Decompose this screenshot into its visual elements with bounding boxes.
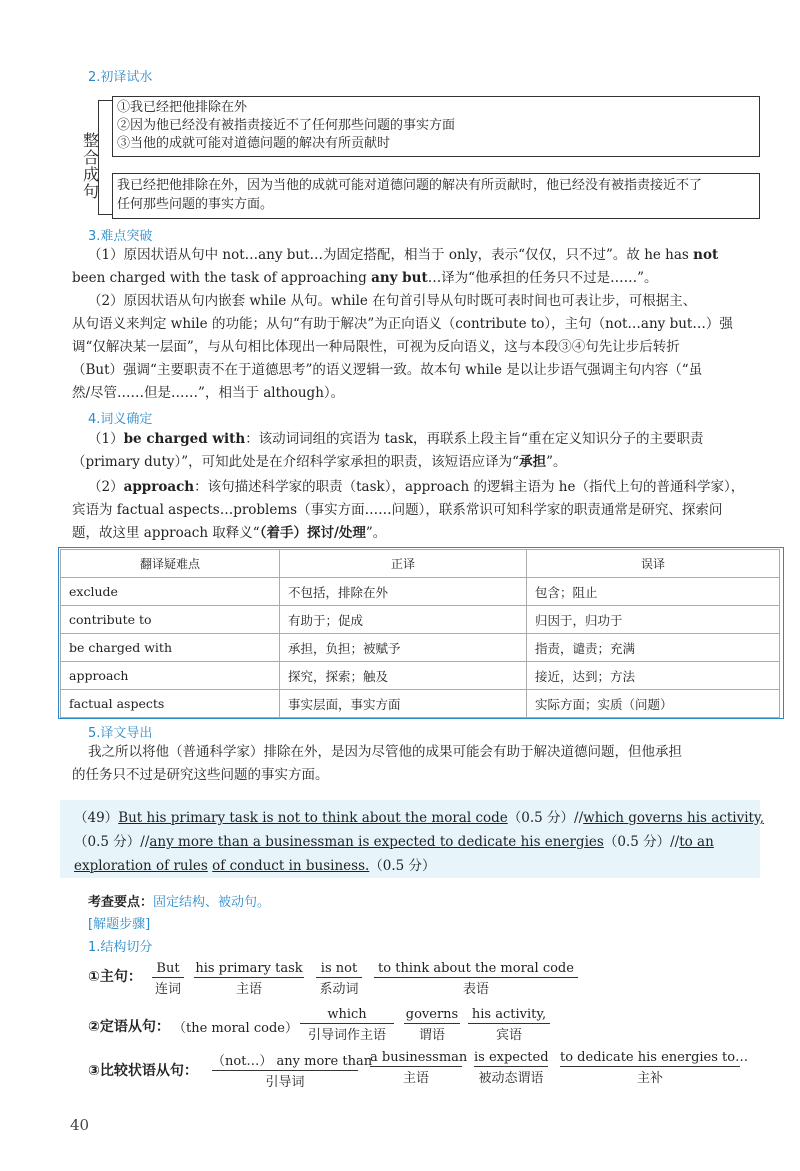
key-points bbox=[88, 891, 270, 910]
segment-role: 引导词 bbox=[265, 1075, 305, 1090]
segment-role: 引导词作主语 bbox=[307, 1028, 386, 1043]
struct-segment bbox=[468, 1007, 550, 1043]
score: （0.5 分） bbox=[603, 834, 671, 850]
question-49 bbox=[74, 806, 765, 878]
text-line: （2）原因状语从句内嵌套 while 从句。while 在句首引导从句时既可表时间也可表让步，可根据主、 bbox=[88, 293, 697, 309]
text-bold: any but bbox=[371, 270, 428, 286]
struct-segment bbox=[194, 961, 304, 997]
struct-segment bbox=[300, 1007, 394, 1043]
text-bold: approach bbox=[123, 479, 195, 495]
segment-role: 连词 bbox=[154, 982, 181, 997]
segment-role: 主补 bbox=[636, 1071, 663, 1086]
segment-4c: of conduct in business. bbox=[212, 858, 370, 874]
label-char: 成 bbox=[83, 165, 100, 184]
text-line: 宾语为 factual aspects…problems（事实方面……问题），联系常识可知科学家的职责通常是研究、探索问 bbox=[72, 502, 723, 518]
steps-label: [解题步骤] bbox=[88, 917, 151, 932]
table-cell: factual aspects bbox=[61, 690, 280, 718]
segment-text: is expected bbox=[474, 1050, 549, 1065]
segment-role: 谓语 bbox=[418, 1028, 445, 1043]
table-row bbox=[61, 606, 780, 634]
text: …译为“他承担的任务只不过是……”。 bbox=[427, 270, 658, 286]
text-line: 然/尽管……但是……”，相当于 although）。 bbox=[72, 385, 345, 401]
text-line: 我之所以将他（普通科学家）排除在外，是因为尽管他的成果可能会有助于解决道德问题，但他承担 bbox=[88, 744, 682, 760]
table-row bbox=[61, 690, 780, 718]
segment-text: his activity, bbox=[468, 1007, 550, 1024]
text-line: 调“仅解决某一层面”，与从句相比体现出一种局限性，可视为反向语义，这与本段③④句先让步后转折 bbox=[72, 339, 680, 355]
header-cell: 翻译疑难点 bbox=[61, 550, 280, 578]
score: （0.5 分） bbox=[507, 810, 575, 826]
segment-role: 宾语 bbox=[495, 1028, 522, 1043]
struct-segment bbox=[404, 1007, 460, 1043]
row3-label: ③比较状语从句： bbox=[88, 1063, 198, 1079]
segment-text: is not bbox=[316, 961, 362, 978]
table-cell: 指责，谴责；充满 bbox=[527, 634, 780, 662]
table-cell: 包含；阻止 bbox=[527, 578, 780, 606]
table-cell: 归因于，归功于 bbox=[527, 606, 780, 634]
key-points-label: 考查要点： bbox=[88, 895, 154, 910]
text: （1）原因状语从句中 not…any but…为固定搭配，相当于 only，表示“仅仅，只不过”。故 he has bbox=[88, 247, 694, 263]
table-header-row bbox=[61, 550, 780, 578]
text: ：该动词词组的宾语为 task，再联系上段主旨“重在定义知识分子的主要职责 bbox=[245, 431, 704, 447]
header-cell: 正译 bbox=[280, 550, 527, 578]
combined-line-1: 我已经把他排除在外，因为当他的成就可能对道德问题的解决有所贡献时，他已经没有被指责接近不了 bbox=[117, 178, 703, 193]
struct-segment bbox=[152, 961, 184, 997]
struct-segment bbox=[370, 1050, 468, 1086]
struct-segment bbox=[560, 1050, 749, 1086]
segment-4a: to an bbox=[679, 834, 714, 850]
label-char: 合 bbox=[83, 148, 100, 167]
draft-item: ③当他的成就可能对道德问题的解决有所贡献时 bbox=[117, 136, 391, 151]
text-line: 从句语义来判定 while 的功能；从句“有助于解决”为正向语义（contribute to），主句（not…any but…）强 bbox=[72, 316, 733, 332]
question-number: （49） bbox=[74, 810, 119, 826]
table-cell: 有助于；促成 bbox=[280, 606, 527, 634]
section-4-heading: 4.词义确定 bbox=[88, 412, 153, 427]
segment-role: 主语 bbox=[402, 1071, 429, 1086]
combined-line-2: 任何那些问题的事实方面。 bbox=[117, 197, 274, 212]
segment-role: 被动态谓语 bbox=[478, 1071, 544, 1086]
draft-item: ②因为他已经没有被指责接近不了任何那些问题的事实方面 bbox=[117, 118, 456, 133]
section-2-heading: 2.初译试水 bbox=[88, 70, 153, 85]
meaning-paragraph-2 bbox=[72, 476, 772, 545]
text: ”。 bbox=[546, 454, 567, 470]
table-cell: 不包括，排除在外 bbox=[280, 578, 527, 606]
text-line: 的任务只不过是研究这些问题的事实方面。 bbox=[72, 767, 329, 783]
separator: // bbox=[574, 810, 584, 826]
difficulty-paragraph-1 bbox=[72, 244, 768, 290]
draft-item: ①我已经把他排除在外 bbox=[117, 100, 248, 115]
row1-label: ①主句： bbox=[88, 969, 142, 985]
score: （0.5 分） bbox=[74, 834, 141, 850]
row2-antecedent: （the moral code） bbox=[173, 1021, 298, 1036]
table-row bbox=[61, 578, 780, 606]
score: （0.5 分） bbox=[369, 858, 436, 874]
table-cell: 实际方面；实质（问题） bbox=[527, 690, 780, 718]
text: （primary duty）”，可知此处是在介绍科学家承担的职责，该短语应译为“ bbox=[72, 454, 520, 470]
text: （2） bbox=[88, 479, 124, 495]
segment-text: his primary task bbox=[195, 961, 303, 976]
table-row bbox=[61, 662, 780, 690]
translation-table bbox=[60, 549, 780, 718]
segment-role: 系动词 bbox=[319, 982, 359, 997]
struct-segment bbox=[374, 961, 578, 997]
table-row bbox=[61, 634, 780, 662]
separator: // bbox=[670, 834, 680, 850]
segment-text: But bbox=[152, 961, 184, 978]
table-cell: 事实层面，事实方面 bbox=[280, 690, 527, 718]
segment-text: which bbox=[300, 1007, 394, 1024]
segment-role: 表语 bbox=[462, 982, 489, 997]
section-5-heading: 5.译文导出 bbox=[88, 726, 153, 741]
bracket bbox=[98, 100, 113, 215]
text-bold: 承担 bbox=[519, 454, 547, 470]
text: ：该句描述科学家的职责（task），approach 的逻辑主语为 he（指代上句的普通科学家）， bbox=[194, 479, 745, 495]
label-char: 句 bbox=[83, 182, 100, 201]
label-char: 整 bbox=[83, 131, 100, 150]
segment-text: to think about the moral code bbox=[374, 961, 578, 978]
section-3-heading: 3.难点突破 bbox=[88, 229, 153, 244]
meaning-paragraph-1 bbox=[72, 428, 772, 474]
text: ”。 bbox=[365, 525, 387, 541]
struct-segment bbox=[474, 1050, 548, 1086]
segment-1: But his primary task is not to think about the moral code bbox=[118, 810, 508, 826]
draft-items-box bbox=[112, 96, 760, 157]
text: 题，故这里 approach 取释义“ bbox=[72, 525, 260, 541]
segment-text: to dedicate his energies to… bbox=[560, 1050, 749, 1065]
header-cell: 误译 bbox=[527, 550, 780, 578]
text-bold: not bbox=[693, 247, 719, 263]
structure-heading: 1.结构切分 bbox=[88, 940, 153, 955]
struct-segment bbox=[316, 961, 362, 997]
row2-label: ②定语从句： bbox=[88, 1019, 170, 1035]
table-cell: 接近，达到；方法 bbox=[527, 662, 780, 690]
combined-sentence-box bbox=[112, 173, 760, 219]
segment-text: a businessman bbox=[370, 1050, 468, 1065]
text-line: （But）强调“主要职责不在于道德思考”的语义逻辑一致。故本句 while 是以让步语气强调主句内容（“虽 bbox=[72, 362, 703, 378]
segment-2: which governs his activity, bbox=[583, 810, 765, 826]
segment-text: （not…） any more than bbox=[212, 1050, 358, 1071]
table-cell: approach bbox=[61, 662, 280, 690]
segment-4b: exploration of rules bbox=[74, 858, 208, 874]
text-bold: （着手）探讨/处理 bbox=[259, 525, 366, 541]
text: been charged with the task of approaching bbox=[72, 270, 372, 286]
text: （1） bbox=[88, 431, 124, 447]
table-cell: 探究，探索；触及 bbox=[280, 662, 527, 690]
vertical-label bbox=[83, 132, 99, 200]
table-cell: be charged with bbox=[61, 634, 280, 662]
table-cell: exclude bbox=[61, 578, 280, 606]
struct-segment bbox=[212, 1050, 373, 1090]
table-cell: contribute to bbox=[61, 606, 280, 634]
key-points-value: 固定结构、被动句。 bbox=[153, 895, 271, 910]
segment-text: governs bbox=[405, 1007, 459, 1022]
final-translation bbox=[72, 741, 772, 787]
text-bold: be charged with bbox=[123, 431, 246, 447]
segment-3: any more than a businessman is expected to dedicate his energies bbox=[149, 834, 604, 850]
table-cell: 承担，负担；被赋予 bbox=[280, 634, 527, 662]
page-number: 40 bbox=[70, 1116, 90, 1134]
separator: // bbox=[140, 834, 150, 850]
segment-role: 主语 bbox=[235, 982, 262, 997]
difficulty-paragraph-2 bbox=[72, 290, 772, 405]
